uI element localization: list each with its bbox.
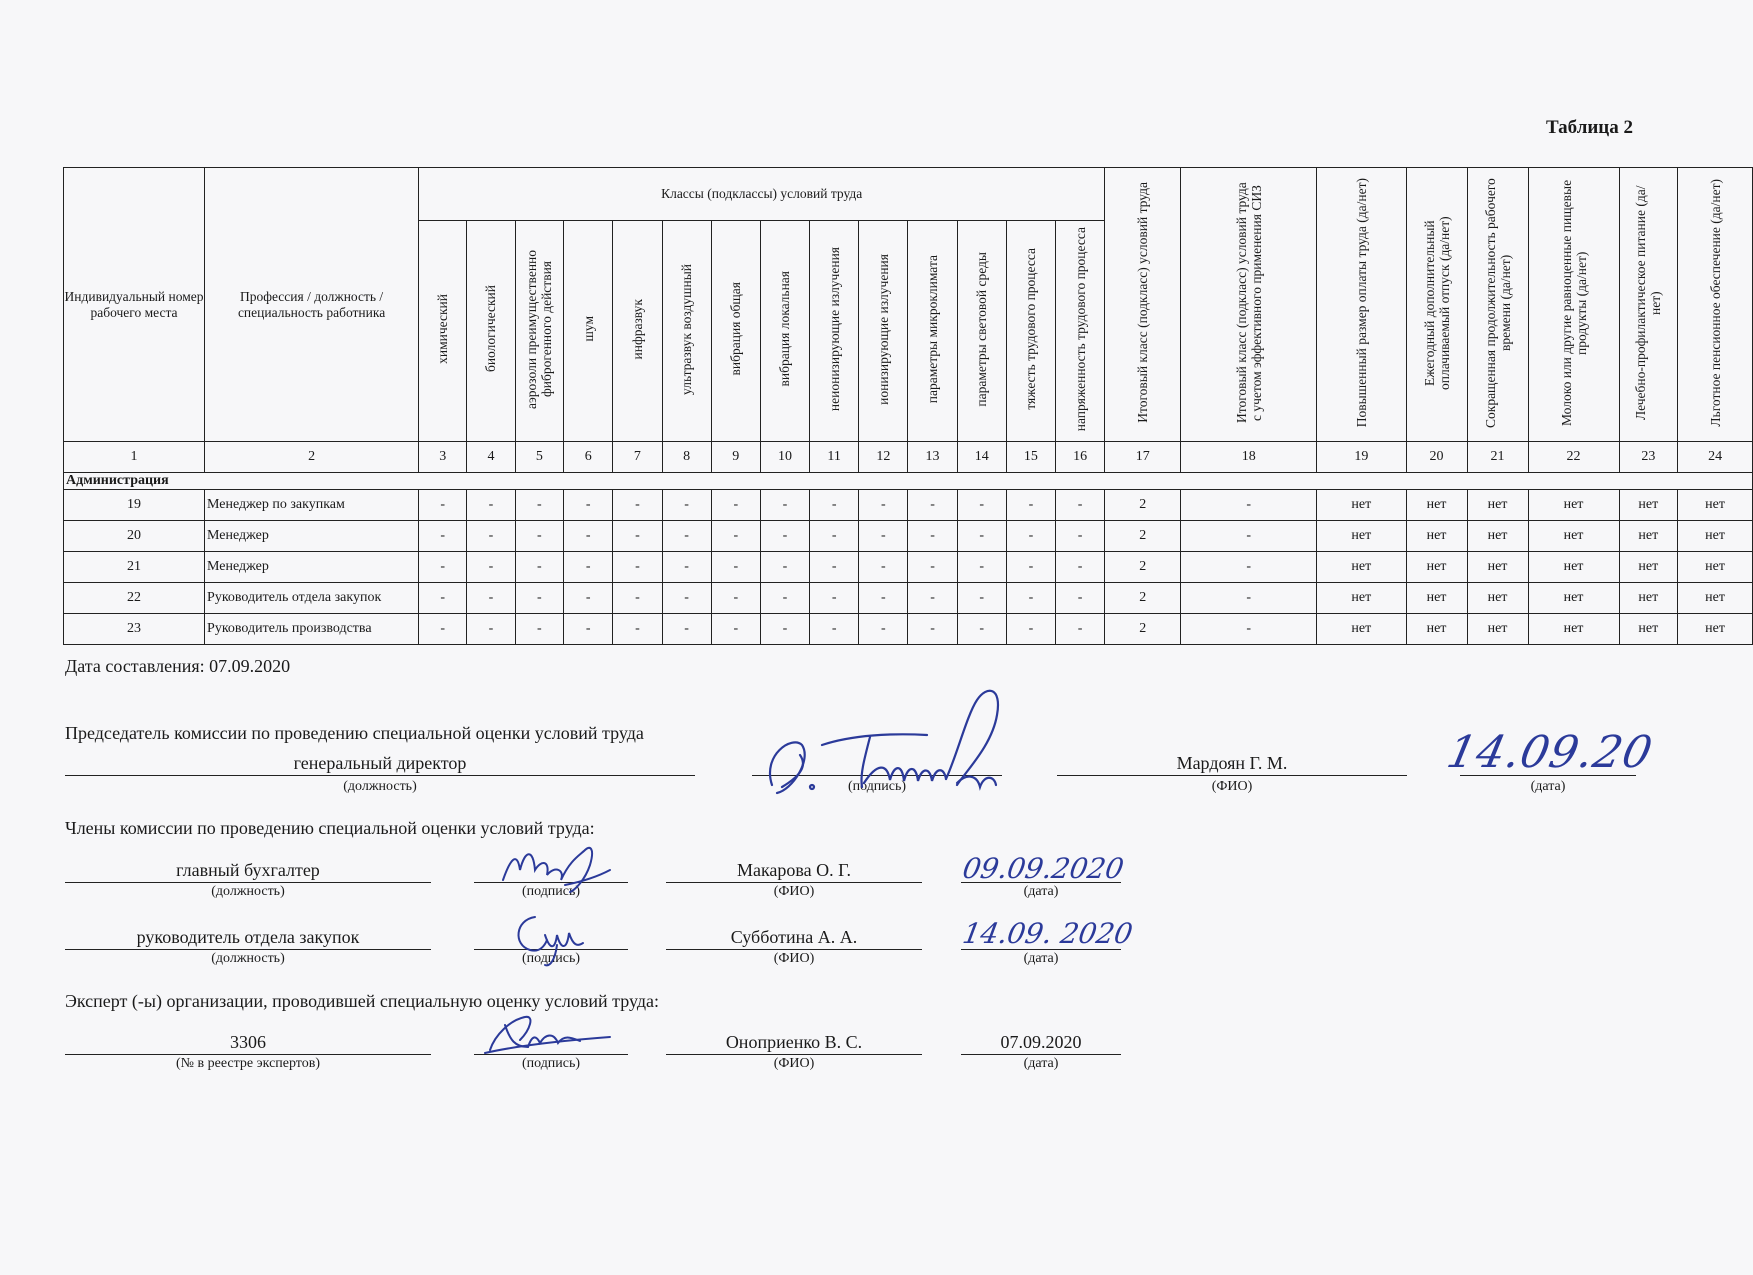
factor-class: -: [908, 490, 957, 521]
factor-class: -: [957, 552, 1006, 583]
expert-title: Эксперт (-ы) организации, проводившей специальную оценку условий труда:: [65, 991, 660, 1011]
factor-class: -: [1006, 521, 1055, 552]
profession: Руководитель производства: [205, 614, 419, 645]
final-class-siz: -: [1181, 521, 1317, 552]
member1-date-handwritten: 09.09.2020: [960, 852, 1127, 885]
factor-class: -: [810, 521, 859, 552]
header-therapeutic-food: Лечебно-профилактическое питание (да/нет): [1619, 168, 1678, 442]
factor-class: -: [908, 583, 957, 614]
factor-class: -: [467, 552, 515, 583]
chairman-position-caption: (должность): [343, 779, 417, 794]
member1-position-caption: (должность): [211, 884, 285, 899]
chairman-title: Председатель комиссии по проведению специальной оценки условий труда: [65, 723, 644, 743]
factor-class: -: [515, 521, 564, 552]
factor-class: -: [1006, 583, 1055, 614]
header-reduced-hours: Сокращенная продолжительность рабочего времени (да/нет): [1467, 168, 1528, 442]
guarantee-c23: нет: [1619, 614, 1678, 645]
factor-class: -: [760, 552, 809, 583]
table-row: [64, 490, 1753, 521]
profession: Менеджер по закупкам: [205, 490, 419, 521]
factor-class: -: [1056, 583, 1105, 614]
member2-date-handwritten: 14.09. 2020: [960, 917, 1136, 950]
guarantee-c24: нет: [1678, 521, 1753, 552]
profession: Менеджер: [205, 552, 419, 583]
member1-fio: Макарова О. Г.: [666, 858, 922, 883]
final-class: 2: [1105, 521, 1181, 552]
guarantee-c21: нет: [1467, 583, 1528, 614]
guarantee-c24: нет: [1678, 614, 1753, 645]
column-number: 9: [711, 442, 760, 473]
factor-class: -: [419, 614, 467, 645]
factor-class: -: [419, 521, 467, 552]
column-number: 18: [1181, 442, 1317, 473]
guarantee-c19: нет: [1317, 583, 1406, 614]
member2-date-caption: (дата): [1023, 951, 1059, 966]
factor-class: -: [564, 583, 613, 614]
header-factor: напряженность трудового процесса: [1056, 221, 1105, 442]
column-number: 5: [515, 442, 564, 473]
factor-class: -: [564, 552, 613, 583]
column-number: 11: [810, 442, 859, 473]
final-class-siz: -: [1181, 490, 1317, 521]
factor-class: -: [467, 614, 515, 645]
column-number: 16: [1056, 442, 1105, 473]
factor-class: -: [515, 490, 564, 521]
member1-fio-caption: (ФИО): [773, 884, 815, 899]
header-factor: вибрация общая: [711, 221, 760, 442]
guarantee-c23: нет: [1619, 552, 1678, 583]
header-extra-vacation: Ежегодный дополнительный оплачиваемый отпуск (да/нет): [1406, 168, 1467, 442]
factor-class: -: [760, 490, 809, 521]
column-number: 22: [1528, 442, 1619, 473]
guarantee-c23: нет: [1619, 521, 1678, 552]
factor-class: -: [419, 583, 467, 614]
guarantee-c24: нет: [1678, 552, 1753, 583]
factor-class: -: [859, 552, 908, 583]
factor-class: -: [1056, 552, 1105, 583]
factor-class: -: [564, 614, 613, 645]
factor-class: -: [419, 490, 467, 521]
workplace-number: 22: [64, 583, 205, 614]
header-final-class-siz: Итоговый класс (подкласс) условий труда с учетом эффективного применения СИЗ: [1181, 168, 1317, 442]
final-class-siz: -: [1181, 614, 1317, 645]
table-row: [64, 583, 1753, 614]
member1-date-caption: (дата): [1023, 884, 1059, 899]
factor-class: -: [859, 490, 908, 521]
guarantee-c19: нет: [1317, 521, 1406, 552]
workplace-number: 19: [64, 490, 205, 521]
column-number: 23: [1619, 442, 1678, 473]
factor-class: -: [810, 583, 859, 614]
header-factor: ионизирующие излучения: [859, 221, 908, 442]
workplace-number: 21: [64, 552, 205, 583]
guarantee-c21: нет: [1467, 552, 1528, 583]
factor-class: -: [467, 583, 515, 614]
factor-class: -: [515, 614, 564, 645]
guarantee-c21: нет: [1467, 490, 1528, 521]
factor-class: -: [957, 521, 1006, 552]
factor-class: -: [1056, 490, 1105, 521]
guarantee-c22: нет: [1528, 614, 1619, 645]
column-number: 1: [64, 442, 205, 473]
factor-class: -: [810, 614, 859, 645]
factor-class: -: [419, 552, 467, 583]
expert-fio-caption: (ФИО): [773, 1056, 815, 1071]
table-row: [64, 552, 1753, 583]
column-number: 6: [564, 442, 613, 473]
column-number: 21: [1467, 442, 1528, 473]
members-title: Члены комиссии по проведению специальной оценки условий труда:: [65, 818, 595, 838]
factor-class: -: [613, 521, 662, 552]
chairman-fio: Мардоян Г. М.: [1057, 751, 1407, 776]
factor-class: -: [662, 521, 711, 552]
final-class: 2: [1105, 583, 1181, 614]
final-class: 2: [1105, 490, 1181, 521]
factor-class: -: [957, 490, 1006, 521]
factor-class: -: [1006, 614, 1055, 645]
factor-class: -: [711, 614, 760, 645]
header-workplace-number: Индивидуальный номер рабочего места: [64, 168, 205, 442]
expert-date: 07.09.2020: [961, 1030, 1121, 1055]
factor-class: -: [613, 552, 662, 583]
factor-class: -: [810, 490, 859, 521]
factor-class: -: [662, 614, 711, 645]
factor-class: -: [662, 583, 711, 614]
header-factor: тяжесть трудового процесса: [1006, 221, 1055, 442]
final-class: 2: [1105, 614, 1181, 645]
factor-class: -: [613, 583, 662, 614]
member1-position: главный бухгалтер: [65, 858, 431, 883]
factor-class: -: [1006, 490, 1055, 521]
header-increased-pay: Повышенный размер оплаты труда (да/нет): [1317, 168, 1406, 442]
final-class-siz: -: [1181, 583, 1317, 614]
member2-fio-caption: (ФИО): [773, 951, 815, 966]
factor-class: -: [760, 583, 809, 614]
guarantee-c20: нет: [1406, 552, 1467, 583]
factor-class: -: [1056, 521, 1105, 552]
factor-class: -: [760, 614, 809, 645]
factor-class: -: [760, 521, 809, 552]
expert-registry-number: 3306: [65, 1030, 431, 1055]
guarantee-c20: нет: [1406, 490, 1467, 521]
guarantee-c19: нет: [1317, 552, 1406, 583]
factor-class: -: [613, 614, 662, 645]
date-compiled: Дата составления: 07.09.2020: [65, 656, 291, 676]
expert-fio: Оноприенко В. С.: [666, 1030, 922, 1055]
expert-date-caption: (дата): [1023, 1056, 1059, 1071]
factor-class: -: [859, 521, 908, 552]
chairman-date-caption: (дата): [1530, 779, 1566, 794]
expert-registry-caption: (№ в реестре экспертов): [175, 1056, 321, 1071]
factor-class: -: [467, 521, 515, 552]
column-number: 15: [1006, 442, 1055, 473]
factor-class: -: [515, 583, 564, 614]
workplace-number: 20: [64, 521, 205, 552]
factor-class: -: [908, 521, 957, 552]
guarantee-c23: нет: [1619, 490, 1678, 521]
factor-class: -: [515, 552, 564, 583]
header-factor: параметры микроклимата: [908, 221, 957, 442]
guarantee-c21: нет: [1467, 521, 1528, 552]
guarantee-c19: нет: [1317, 490, 1406, 521]
factor-class: -: [662, 490, 711, 521]
chairman-fio-caption: (ФИО): [1211, 779, 1253, 794]
sout-results-table: [63, 167, 1753, 645]
guarantee-c22: нет: [1528, 521, 1619, 552]
header-factor: шум: [564, 221, 613, 442]
header-factor: биологический: [467, 221, 515, 442]
table-caption: Таблица 2: [1545, 117, 1633, 138]
factor-class: -: [957, 614, 1006, 645]
factor-class: -: [711, 552, 760, 583]
factor-class: -: [564, 521, 613, 552]
guarantee-c21: нет: [1467, 614, 1528, 645]
chairman-position: генеральный директор: [65, 751, 695, 776]
header-milk: Молоко или другие равноценные пищевые продукты (да/нет): [1528, 168, 1619, 442]
guarantee-c22: нет: [1528, 583, 1619, 614]
header-pension: Льготное пенсионное обеспечение (да/нет): [1678, 168, 1753, 442]
member2-signature-caption: (подпись): [521, 951, 581, 966]
factor-class: -: [564, 490, 613, 521]
column-number: 20: [1406, 442, 1467, 473]
member1-signature: [495, 840, 625, 900]
column-number: 10: [760, 442, 809, 473]
chairman-signature: [752, 675, 1042, 815]
chairman-date-handwritten: 14.09.20: [1442, 727, 1658, 778]
factor-class: -: [711, 521, 760, 552]
column-number: 12: [859, 442, 908, 473]
member2-fio: Субботина А. А.: [666, 925, 922, 950]
profession: Руководитель отдела закупок: [205, 583, 419, 614]
factor-class: -: [1006, 552, 1055, 583]
guarantee-c24: нет: [1678, 583, 1753, 614]
factor-class: -: [613, 490, 662, 521]
factor-class: -: [957, 583, 1006, 614]
factor-class: -: [908, 552, 957, 583]
column-number: 2: [205, 442, 419, 473]
factor-class: -: [711, 490, 760, 521]
factor-class: -: [711, 583, 760, 614]
member2-signature: [505, 905, 605, 970]
column-number: 3: [419, 442, 467, 473]
header-factor: неионизирующие излучения: [810, 221, 859, 442]
column-number: 4: [467, 442, 515, 473]
profession: Менеджер: [205, 521, 419, 552]
header-factor: ультразвук воздушный: [662, 221, 711, 442]
member2-position: руководитель отдела закупок: [65, 925, 431, 950]
factor-class: -: [467, 490, 515, 521]
guarantee-c23: нет: [1619, 583, 1678, 614]
guarantee-c20: нет: [1406, 583, 1467, 614]
header-final-class: Итоговый класс (подкласс) условий труда: [1105, 168, 1181, 442]
header-factor: инфразвук: [613, 221, 662, 442]
factor-class: -: [1056, 614, 1105, 645]
member2-position-caption: (должность): [211, 951, 285, 966]
guarantee-c19: нет: [1317, 614, 1406, 645]
column-number: 14: [957, 442, 1006, 473]
column-number: 13: [908, 442, 957, 473]
header-factor: химический: [419, 221, 467, 442]
column-number: 7: [613, 442, 662, 473]
header-factor: параметры световой среды: [957, 221, 1006, 442]
header-classes-group: Классы (подклассы) условий труда: [419, 168, 1105, 221]
factor-class: -: [810, 552, 859, 583]
factor-class: -: [859, 583, 908, 614]
header-factor: аэрозоли преимущественно фиброгенного действия: [515, 221, 564, 442]
factor-class: -: [908, 614, 957, 645]
workplace-number: 23: [64, 614, 205, 645]
factor-class: -: [859, 614, 908, 645]
header-factor: вибрация локальная: [760, 221, 809, 442]
guarantee-c22: нет: [1528, 490, 1619, 521]
column-number: 19: [1317, 442, 1406, 473]
column-number: 8: [662, 442, 711, 473]
expert-signature-caption: (подпись): [521, 1056, 581, 1071]
final-class-siz: -: [1181, 552, 1317, 583]
final-class: 2: [1105, 552, 1181, 583]
chairman-signature-caption: (подпись): [847, 779, 907, 794]
guarantee-c22: нет: [1528, 552, 1619, 583]
expert-signature: [470, 1005, 620, 1060]
guarantee-c20: нет: [1406, 614, 1467, 645]
column-number: 24: [1678, 442, 1753, 473]
guarantee-c20: нет: [1406, 521, 1467, 552]
factor-class: -: [662, 552, 711, 583]
table-row: [64, 521, 1753, 552]
column-number: 17: [1105, 442, 1181, 473]
header-profession: Профессия / должность / специальность работника: [205, 168, 419, 442]
table-row: [64, 614, 1753, 645]
section-administration: Администрация: [64, 473, 1753, 490]
member1-signature-caption: (подпись): [521, 884, 581, 899]
guarantee-c24: нет: [1678, 490, 1753, 521]
